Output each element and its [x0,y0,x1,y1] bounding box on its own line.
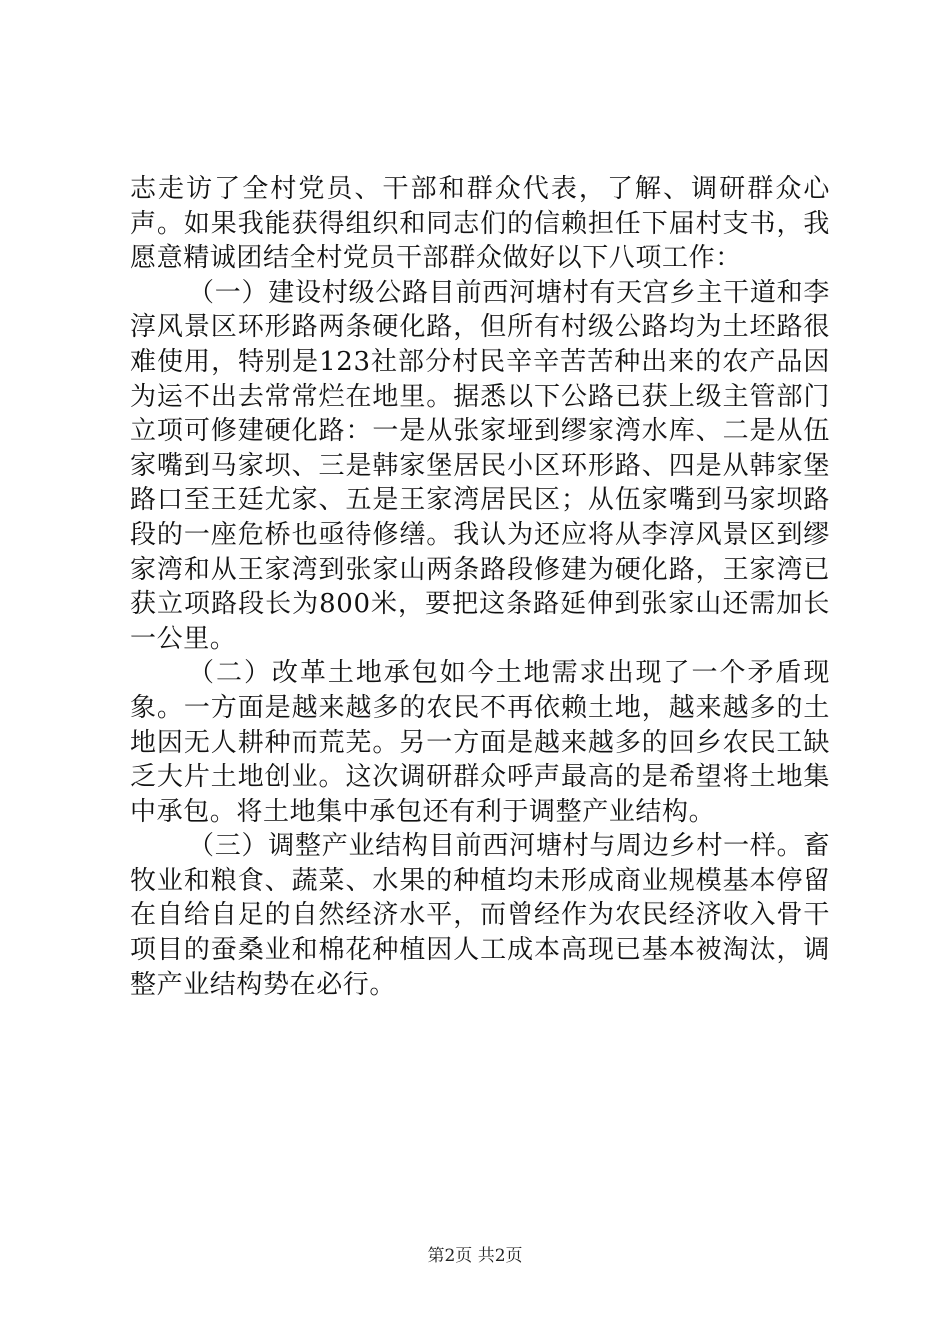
paragraph-road-construction: （一）建设村级公路目前西河塘村有天宫乡主干道和李淳风景区环形路两条硬化路，但所有村级公路均为土坯路很难使用，特别是123社部分村民辛辛苦苦种出来的农产品因为运不出去常常烂在地里。据悉以下公路已获上级主管部门立项可修建硬化路：一是从张家垭到缪家湾水库、二是从伍家嘴到马家坝、三是韩家堡居民小区环形路、四是从韩家堡路口至王廷尤家、五是王家湾居民区；从伍家嘴到马家坝路段的一座危桥也亟待修缮。我认为还应将从李淳风景区到缪家湾和从王家湾到张家山两条路段修建为硬化路，王家湾已获立项路段长为800米，要把这条路延伸到张家山还需加长一公里。 [130,277,830,654]
paragraph-intro: 志走访了全村党员、干部和群众代表，了解、调研群众心声。如果我能获得组织和同志们的信赖担任下届村支书，我愿意精诚团结全村党员干部群众做好以下八项工作： [130,174,830,274]
page-footer [0,1244,950,1268]
paragraph-land-reform: （二）改革土地承包如今土地需求出现了一个矛盾现象。一方面是越来越多的农民不再依赖土地，越来越多的土地因无人耕种而荒芜。另一方面是越来越多的回乡农民工缺乏大片土地创业。这次调研群众呼声最高的是希望将土地集中承包。将土地集中承包还有利于调整产业结构。 [130,658,830,827]
page-number-label: 第2页 共2页 [427,1246,523,1266]
paragraph-industry-structure: （三）调整产业结构目前西河塘村与周边乡村一样。畜牧业和粮食、蔬菜、水果的种植均未形成商业规模基本停留在自给自足的自然经济水平，而曾经作为农民经济收入骨干项目的蚕桑业和棉花种植因人工成本高现已基本被淘汰，调整产业结构势在必行。 [130,831,830,1000]
document-body [130,172,830,1002]
